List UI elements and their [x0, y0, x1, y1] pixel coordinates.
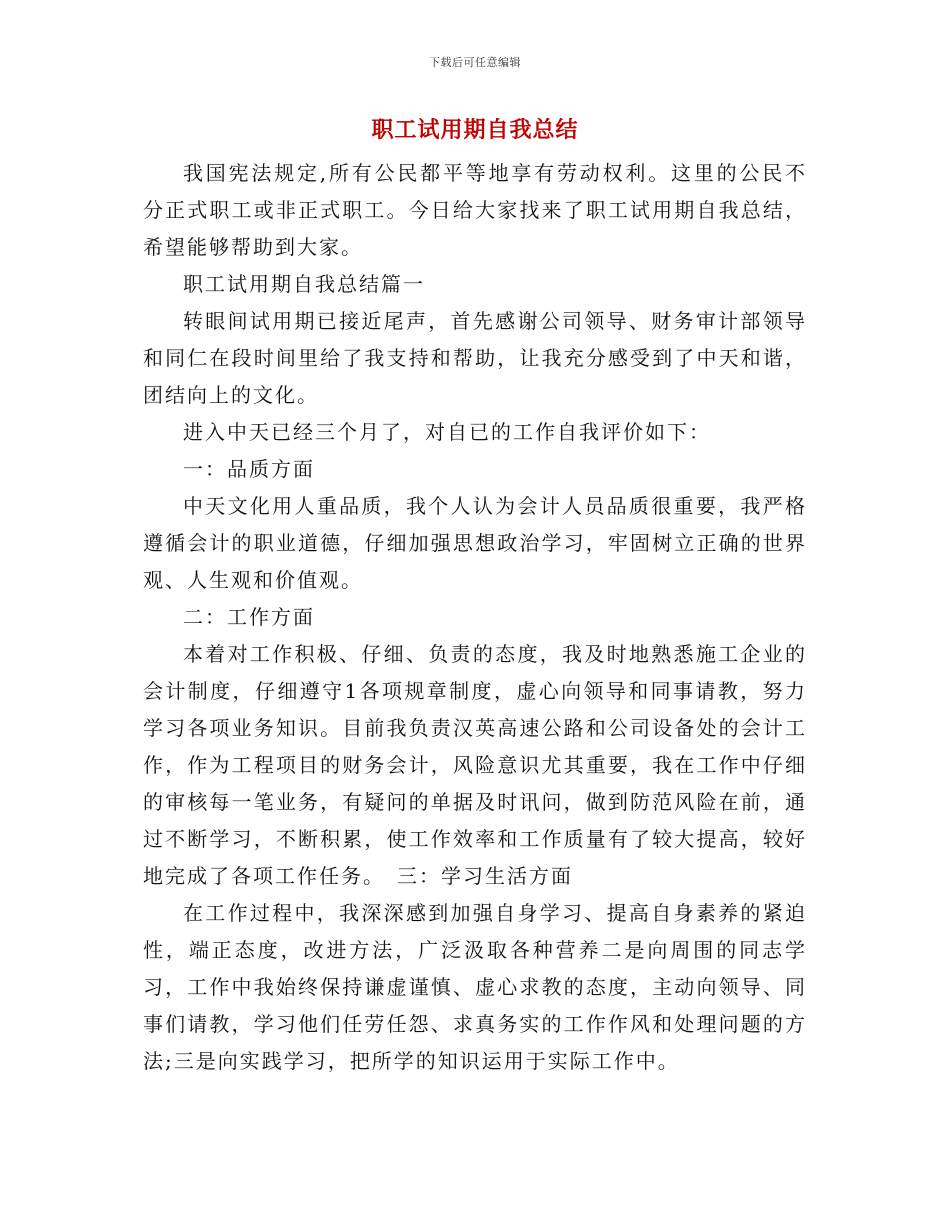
- paragraph-work: 本着对工作积极、仔细、负责的态度，我及时地熟悉施工企业的会计制度，仔细遵守1各项规章制度，虚心向领导和同事请教，努力学习各项业务知识。目前我负责汉英高速公路和公司设备处的会计工作，作为工程项目的财务会计，风险意识尤其重要，我在工作中仔细的审核每一笔业务，有疑问的单据及时讯问，做到防范风险在前，通过不断学习，不断积累，使工作效率和工作质量有了较大提高，较好地完成了各项工作任务。 三：学习生活方面: [143, 642, 807, 888]
- paragraph-quality: 中天文化用人重品质，我个人认为会计人员品质很重要，我严格遵循会计的职业道德，仔细加强思想政治学习，牢固树立正确的世界观、人生观和价值观。: [143, 494, 807, 592]
- paragraph-trial-ending: 转眼间试用期已接近尾声，首先感谢公司领导、财务审计部领导和同仁在段时间里给了我支持和帮助，让我充分感受到了中天和谐，团结向上的文化。: [143, 309, 807, 407]
- section-heading-part-one: 职工试用期自我总结篇一: [183, 272, 425, 296]
- document-body: [143, 155, 807, 1080]
- paragraph-study: 在工作过程中，我深深感到加强自身学习、提高自身素养的紧迫性，端正态度，改进方法，广泛汲取各种营养二是向周围的同志学习，工作中我始终保持谦虚谨慎、虚心求教的态度，主动向领导、同事们请教，学习他们任劳任怨、求真务实的工作作风和处理问题的方法;三是向实践学习，把所学的知识运用于实际工作中。: [143, 901, 807, 1073]
- section-heading-quality: 一：品质方面: [183, 457, 315, 481]
- section-heading-work: 二：工作方面: [183, 605, 315, 629]
- paragraph-intro: 我国宪法规定,所有公民都平等地享有劳动权利。这里的公民不分正式职工或非正式职工。今日给大家找来了职工试用期自我总结，希望能够帮助到大家。: [143, 161, 807, 259]
- paragraph-self-evaluation-intro: 进入中天已经三个月了，对自已的工作自我评价如下：: [183, 420, 711, 444]
- header-note: 下载后可任意编辑: [429, 56, 521, 69]
- document-title: 职工试用期自我总结: [371, 118, 579, 143]
